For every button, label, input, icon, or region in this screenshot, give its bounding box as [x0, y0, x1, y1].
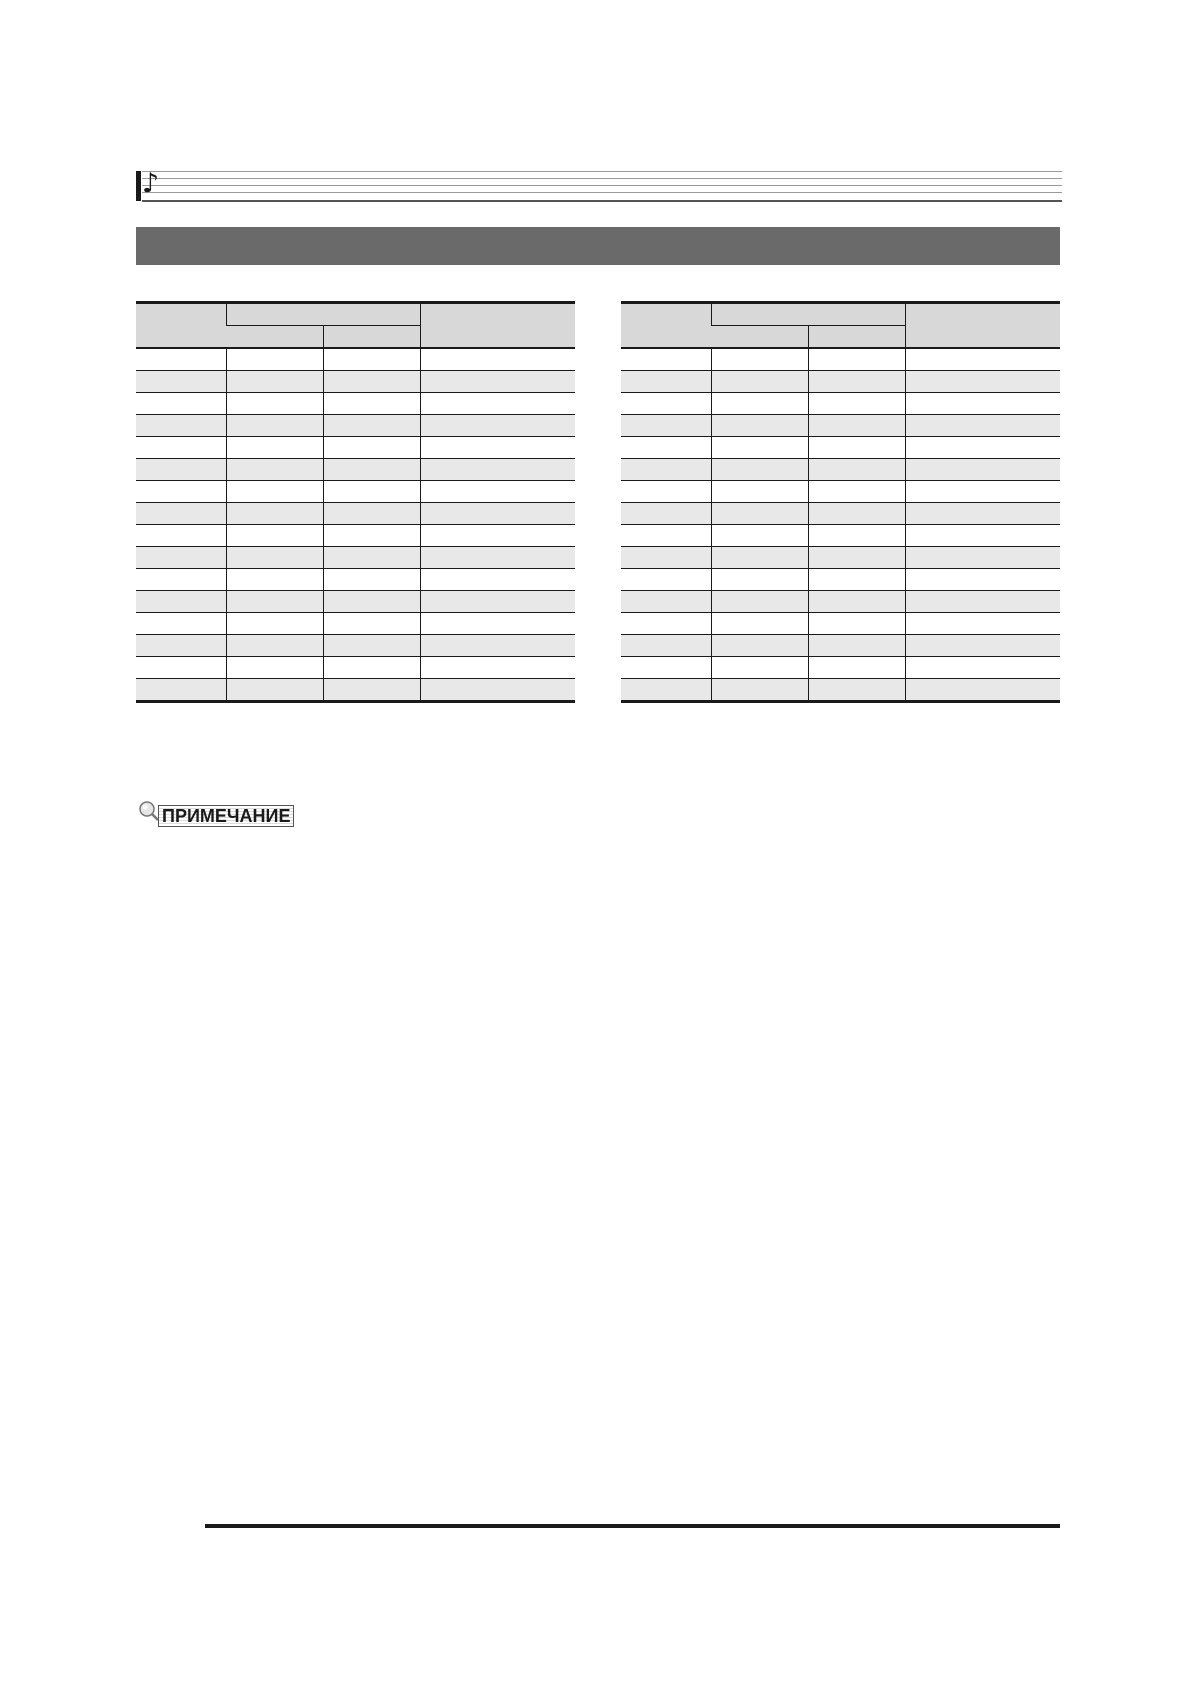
- table-cell: [420, 635, 575, 657]
- table-cell: [711, 437, 808, 459]
- table-cell: [323, 679, 420, 702]
- table-cell: [808, 657, 905, 679]
- table-cell: [420, 415, 575, 437]
- table-cell: [808, 679, 905, 702]
- table-cell: [136, 481, 226, 503]
- header-cell: [226, 303, 420, 326]
- table-row: [136, 437, 575, 459]
- table-cell: [420, 503, 575, 525]
- section-heading-band: [136, 227, 1060, 265]
- table-row: [136, 348, 575, 371]
- table-cell: [808, 393, 905, 415]
- note-label: ПРИМЕЧАНИЕ: [158, 805, 294, 827]
- table-cell: [905, 525, 1060, 547]
- table-cell: [226, 393, 323, 415]
- table-cell: [905, 635, 1060, 657]
- table-cell: [136, 591, 226, 613]
- table-cell: [136, 679, 226, 702]
- table-cell: [136, 547, 226, 569]
- table-cell: [808, 525, 905, 547]
- table-cell: [136, 437, 226, 459]
- table-cell: [905, 503, 1060, 525]
- table-cell: [621, 437, 711, 459]
- table-row: [621, 613, 1060, 635]
- table-cell: [323, 613, 420, 635]
- table-cell: [420, 525, 575, 547]
- table-cell: [621, 459, 711, 481]
- table-cell: [323, 569, 420, 591]
- table-cell: [711, 348, 808, 371]
- table-cell: [621, 525, 711, 547]
- table-cell: [905, 657, 1060, 679]
- table-row: [621, 547, 1060, 569]
- table-row: [621, 415, 1060, 437]
- table-cell: [711, 657, 808, 679]
- table-cell: [323, 503, 420, 525]
- table-cell: [808, 437, 905, 459]
- header-cell: [711, 303, 905, 326]
- table-row: [136, 547, 575, 569]
- table-row: [621, 657, 1060, 679]
- table-cell: [711, 371, 808, 393]
- table-cell: [905, 415, 1060, 437]
- table-cell: [808, 503, 905, 525]
- table-cell: [226, 547, 323, 569]
- staff-line: [142, 200, 1062, 202]
- table-cell: [905, 613, 1060, 635]
- table-body: [621, 348, 1060, 702]
- table-cell: [621, 371, 711, 393]
- table-cell: [711, 459, 808, 481]
- staff-line: [142, 192, 1062, 193]
- table-row: [136, 591, 575, 613]
- music-staff-header: [136, 168, 1062, 201]
- table-cell: [136, 635, 226, 657]
- table-cell: [808, 547, 905, 569]
- table-cell: [420, 613, 575, 635]
- table-cell: [808, 348, 905, 371]
- table-row: [136, 569, 575, 591]
- table-row: [136, 679, 575, 702]
- table-cell: [323, 635, 420, 657]
- table-cell: [226, 437, 323, 459]
- table-row: [621, 525, 1060, 547]
- table-cell: [905, 371, 1060, 393]
- table-cell: [905, 393, 1060, 415]
- table-row: [136, 459, 575, 481]
- table-row: [621, 635, 1060, 657]
- table-cell: [136, 348, 226, 371]
- table-cell: [323, 525, 420, 547]
- table-cell: [323, 348, 420, 371]
- table-cell: [226, 459, 323, 481]
- table-row: [136, 481, 575, 503]
- table-cell: [420, 679, 575, 702]
- table-cell: [226, 481, 323, 503]
- table-cell: [621, 415, 711, 437]
- table-cell: [226, 635, 323, 657]
- header-cell: [420, 303, 575, 349]
- table-cell: [711, 503, 808, 525]
- table-row: [136, 503, 575, 525]
- table-cell: [621, 613, 711, 635]
- table-cell: [420, 591, 575, 613]
- table-cell: [226, 613, 323, 635]
- table-cell: [711, 481, 808, 503]
- table-cell: [808, 591, 905, 613]
- table-cell: [808, 371, 905, 393]
- table-cell: [808, 415, 905, 437]
- table-row: [621, 371, 1060, 393]
- table-cell: [226, 679, 323, 702]
- table-cell: [136, 503, 226, 525]
- table-row: [136, 393, 575, 415]
- table-cell: [323, 547, 420, 569]
- table-cell: [808, 459, 905, 481]
- table-cell: [226, 657, 323, 679]
- table-cell: [420, 481, 575, 503]
- table-cell: [136, 613, 226, 635]
- table-row: [621, 481, 1060, 503]
- table-cell: [905, 481, 1060, 503]
- table-row: [136, 657, 575, 679]
- table-cell: [621, 569, 711, 591]
- table-row: [136, 371, 575, 393]
- staff-line: [142, 178, 1062, 179]
- table-cell: [905, 679, 1060, 702]
- table-row: [621, 437, 1060, 459]
- table-cell: [711, 613, 808, 635]
- staff-bar: [136, 171, 141, 201]
- table-cell: [323, 459, 420, 481]
- table-cell: [621, 591, 711, 613]
- table-cell: [808, 635, 905, 657]
- table-cell: [621, 481, 711, 503]
- table-cell: [323, 657, 420, 679]
- table-row: [621, 591, 1060, 613]
- table-cell: [136, 371, 226, 393]
- subheader-cell: [711, 326, 808, 349]
- header-cell: [136, 303, 226, 349]
- table-cell: [621, 348, 711, 371]
- subheader-cell: [226, 326, 323, 349]
- table-cell: [420, 371, 575, 393]
- table-cell: [621, 679, 711, 702]
- table-cell: [420, 569, 575, 591]
- table-cell: [808, 481, 905, 503]
- table-cell: [226, 371, 323, 393]
- table-cell: [808, 613, 905, 635]
- staff-line: [142, 185, 1062, 186]
- magnifier-icon: [138, 800, 160, 822]
- table-cell: [711, 547, 808, 569]
- table-cell: [420, 657, 575, 679]
- table-cell: [905, 591, 1060, 613]
- table-cell: [323, 415, 420, 437]
- table-cell: [905, 547, 1060, 569]
- table-cell: [136, 415, 226, 437]
- table-row: [621, 393, 1060, 415]
- table-row: [136, 525, 575, 547]
- table-cell: [226, 569, 323, 591]
- table-cell: [226, 591, 323, 613]
- table-cell: [136, 525, 226, 547]
- table-cell: [711, 415, 808, 437]
- table-row: [136, 415, 575, 437]
- table-cell: [420, 437, 575, 459]
- table-row: [621, 503, 1060, 525]
- table-cell: [621, 657, 711, 679]
- subheader-cell: [323, 326, 420, 349]
- table-cell: [323, 371, 420, 393]
- table-body: [136, 348, 575, 702]
- table-cell: [323, 393, 420, 415]
- table-cell: [905, 569, 1060, 591]
- header-cell: [905, 303, 1060, 349]
- table-cell: [711, 679, 808, 702]
- table-cell: [420, 547, 575, 569]
- subheader-cell: [808, 326, 905, 349]
- table-cell: [905, 459, 1060, 481]
- table-cell: [323, 591, 420, 613]
- table-cell: [621, 547, 711, 569]
- table-row: [136, 635, 575, 657]
- table-left: [136, 301, 575, 703]
- table-cell: [621, 393, 711, 415]
- table-cell: [711, 525, 808, 547]
- table-cell: [621, 635, 711, 657]
- table-cell: [420, 459, 575, 481]
- table-row: [621, 459, 1060, 481]
- table-cell: [711, 635, 808, 657]
- table-cell: [905, 348, 1060, 371]
- footer-rule: [205, 1524, 1060, 1528]
- table-cell: [136, 657, 226, 679]
- table-cell: [711, 591, 808, 613]
- table-row: [621, 569, 1060, 591]
- table-cell: [905, 437, 1060, 459]
- table-cell: [420, 348, 575, 371]
- table-cell: [226, 525, 323, 547]
- table-cell: [226, 348, 323, 371]
- table-cell: [808, 569, 905, 591]
- table-cell: [136, 569, 226, 591]
- table-cell: [136, 393, 226, 415]
- table-cell: [226, 503, 323, 525]
- table-right: [621, 301, 1060, 703]
- table-row: [136, 613, 575, 635]
- staff-line: [142, 171, 1062, 172]
- table-cell: [226, 415, 323, 437]
- table-cell: [711, 393, 808, 415]
- table-cell: [323, 437, 420, 459]
- table-cell: [323, 481, 420, 503]
- table-cell: [136, 459, 226, 481]
- table-cell: [711, 569, 808, 591]
- table-row: [621, 679, 1060, 702]
- table-cell: [621, 503, 711, 525]
- table-cell: [420, 393, 575, 415]
- header-cell: [621, 303, 711, 349]
- table-row: [621, 348, 1060, 371]
- music-note-icon: ♪: [142, 168, 160, 199]
